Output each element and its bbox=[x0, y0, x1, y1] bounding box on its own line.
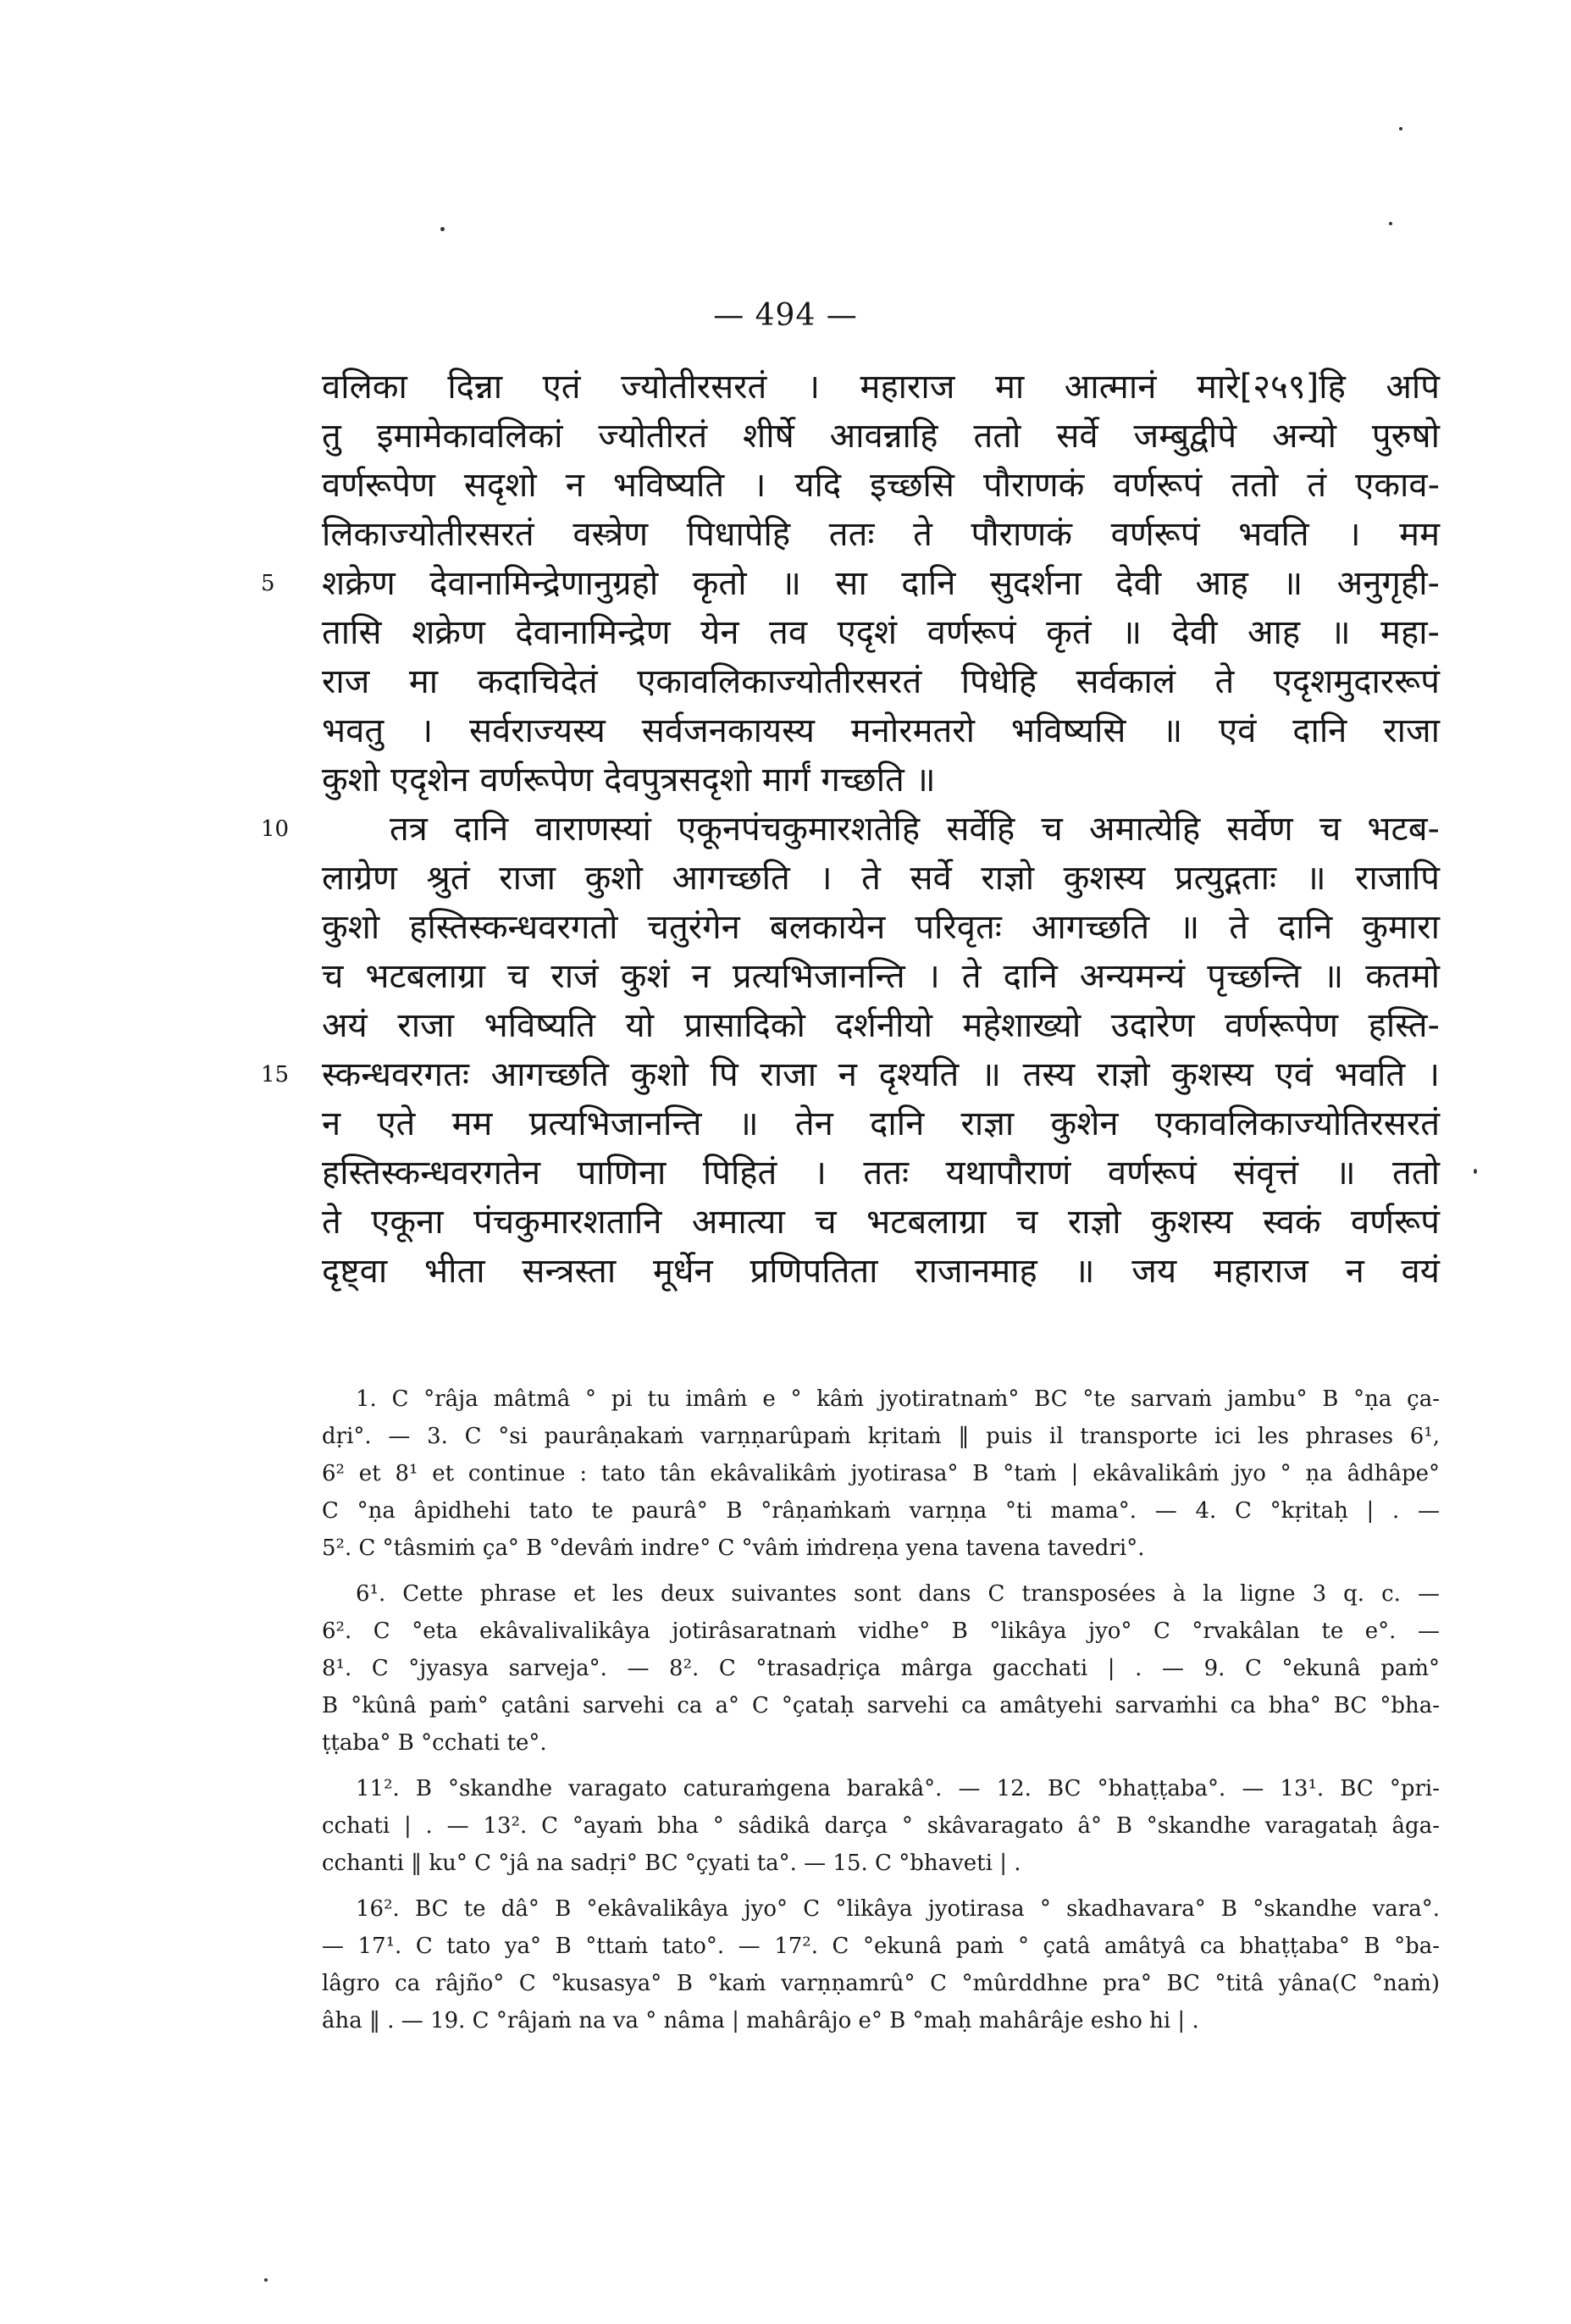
text-line bbox=[322, 1099, 1440, 1148]
text-line bbox=[322, 608, 1440, 657]
main-text-block bbox=[261, 362, 1440, 1296]
scan-speck bbox=[1399, 127, 1402, 130]
text-line-content: शक्रेण देवानामिन्द्रेणानुग्रहो कृतो ॥ सा दानि सुदर्शना देवी आह ॥ अनुगृही- bbox=[322, 564, 1440, 603]
footnote-line: âha ‖ . — 19. C °râjaṁ na va ° nâma | mahârâjo e° B °maḥ mahârâje esho hi | . bbox=[322, 2008, 1199, 2034]
text-line-content: वर्णरूपेण सदृशो न भविष्यति । यदि इच्छसि पौराणकं वर्णरूपं ततो तं एकाव- bbox=[322, 466, 1440, 505]
footnote-line: lâgro ca râjño° C °kusasya° B °kaṁ varṇṇamrû° C °mûrddhne pra° BC °titâ yâna(C °naṁ) bbox=[322, 1971, 1440, 1996]
footnote-line: 6² et 8¹ et continue : tato tân ekâvalikâṁ jyotirasa° B °taṁ | ekâvalikâṁ jyo ° ṇa âdhâpe° bbox=[322, 1461, 1440, 1486]
footnote-line: — 17¹. C tato ya° B °ttaṁ tato°. — 17². C °ekunâ paṁ ° çatâ amâtyâ ca bhaṭṭaba° B °ba- bbox=[322, 1934, 1440, 1959]
text-line bbox=[322, 657, 1440, 706]
text-line-content: कुशो एदृशेन वर्णरूपेण देवपुत्रसदृशो मार्गं गच्छति ॥ bbox=[322, 761, 936, 800]
text-line-content: न एते मम प्रत्यभिजानन्ति ॥ तेन दानि राज्ञा कुशेन एकावलिकाज्योतिरसरतं bbox=[322, 1104, 1440, 1143]
text-line-content: राज मा कदाचिदेतं एकावलिकाज्योतीरसरतं पिधेहि सर्वकालं ते एदृशमुदाररूपं bbox=[322, 662, 1440, 701]
line-number: 5 bbox=[261, 571, 275, 596]
text-line-content: तत्र दानि वाराणस्यां एकूनपंचकुमारशतेहि सर्वेहि च अमात्येहि सर्वेण च भटब- bbox=[390, 810, 1440, 849]
text-line bbox=[322, 952, 1440, 1001]
text-line bbox=[322, 1247, 1440, 1296]
footnote-paragraph bbox=[322, 1770, 1440, 1882]
text-line bbox=[322, 1148, 1440, 1198]
scan-speck bbox=[1474, 1169, 1477, 1174]
footnote-line: 5². C °tâsmiṁ ça° B °devâṁ indre° C °vâṁ iṁdreṇa yena tavena tavedri°. bbox=[322, 1536, 1145, 1561]
footnotes-block bbox=[322, 1381, 1440, 2048]
footnote-line: dṛi°. — 3. C °si paurâṇakaṁ varṇṇarûpaṁ kṛitaṁ ‖ puis il transporte ici les phrases 6¹, bbox=[322, 1424, 1440, 1449]
footnote-line: 11². B °skandhe varagato caturaṁgena barakâ°. — 12. BC °bhaṭṭaba°. — 13¹. BC °pri- bbox=[356, 1776, 1440, 1801]
scan-speck bbox=[440, 227, 445, 231]
footnote-line: 8¹. C °jyasya sarveja°. — 8². C °trasadṛiça mârga gacchati | . — 9. C °ekunâ paṁ° bbox=[322, 1656, 1440, 1681]
text-line-content: तासि शक्रेण देवानामिन्द्रेण येन तव एदृशं वर्णरूपं कृतं ॥ देवी आह ॥ महा- bbox=[322, 613, 1440, 652]
text-line-content: कुशो हस्तिस्कन्धवरगतो चतुरंगेन बलकायेन परिवृतः आगच्छति ॥ ते दानि कुमारा bbox=[322, 908, 1440, 947]
footnote-line: ṭṭaba° B °cchati te°. bbox=[322, 1730, 547, 1756]
footnote-paragraph bbox=[322, 1890, 1440, 2039]
text-line bbox=[322, 755, 1440, 805]
scan-speck bbox=[1389, 222, 1392, 225]
text-line-content: वलिका दिन्ना एतं ज्योतीरसरतं । महाराज मा आत्मानं मारे[२५९]हि अपि bbox=[322, 368, 1440, 407]
text-line bbox=[322, 903, 1440, 952]
text-line-content: लाग्रेण श्रुतं राजा कुशो आगच्छति । ते सर्वे राज्ञो कुशस्य प्रत्युद्गताः ॥ राजापि bbox=[322, 859, 1440, 898]
footnote-line: C °ṇa âpidhehi tato te paurâ° B °râṇaṁkaṁ varṇṇa °ti mama°. — 4. C °kṛitaḥ | . — bbox=[322, 1498, 1440, 1524]
text-line-content: दृष्ट्वा भीता सन्त्रस्ता मूर्धेन प्रणिपतिता राजानमाह ॥ जय महाराज न वयं bbox=[322, 1252, 1440, 1291]
text-line bbox=[322, 412, 1440, 461]
text-line-content: च भटबलाग्रा च राजं कुशं न प्रत्यभिजानन्ति । ते दानि अन्यमन्यं पृच्छन्ति ॥ कतमो bbox=[322, 957, 1440, 996]
footnote-line: cchanti ‖ ku° C °jâ na sadṛi° BC °çyati ta°. — 15. C °bhaveti | . bbox=[322, 1851, 1021, 1876]
footnote-line: 1. C °râja mâtmâ ° pi tu imâṁ e ° kâṁ jyotiratnaṁ° BC °te sarvaṁ jambu° B °ṇa ça- bbox=[356, 1386, 1440, 1412]
footnote-line: 6². C °eta ekâvalivalikâya jotirâsaratnaṁ vidhe° B °likâya jyo° C °rvakâlan te e°. — bbox=[322, 1618, 1440, 1644]
text-line bbox=[322, 706, 1440, 755]
text-line-content: अयं राजा भविष्यति यो प्रासादिको दर्शनीयो महेशाख्यो उदारेण वर्णरूपेण हस्ति- bbox=[322, 1006, 1440, 1045]
text-line bbox=[322, 461, 1440, 510]
text-line-content: ते एकूना पंचकुमारशतानि अमात्या च भटबलाग्रा च राज्ञो कुशस्य स्वकं वर्णरूपं bbox=[322, 1203, 1440, 1242]
text-line-content: हस्तिस्कन्धवरगतेन पाणिना पिहितं । ततः यथापौराणं वर्णरूपं संवृत्तं ॥ ततो bbox=[322, 1154, 1440, 1192]
text-line-content: तु इमामेकावलिकां ज्योतीरतं शीर्षे आवन्नाहि ततो सर्वे जम्बुद्वीपे अन्यो पुरुषो bbox=[322, 417, 1440, 456]
footnote-line: 6¹. Cette phrase et les deux suivantes sont dans C transposées à la ligne 3 q. c. — bbox=[356, 1581, 1440, 1607]
page-number: — 494 — bbox=[713, 298, 858, 333]
text-line bbox=[322, 362, 1440, 412]
text-line bbox=[261, 805, 1440, 854]
footnote-paragraph bbox=[322, 1575, 1440, 1762]
footnote-paragraph bbox=[322, 1381, 1440, 1567]
text-line bbox=[322, 854, 1440, 903]
footnote-line: B °kûnâ paṁ° çatâni sarvehi ca a° C °çataḥ sarvehi ca amâtyehi sarvaṁhi ca bha° BC °bha- bbox=[322, 1693, 1440, 1718]
text-line bbox=[322, 510, 1440, 559]
footnote-line: cchati | . — 13². C °ayaṁ bha ° sâdikâ darça ° skâvaragato â° B °skandhe varagataḥ âga- bbox=[322, 1813, 1440, 1839]
text-line bbox=[261, 1050, 1440, 1099]
text-line bbox=[261, 559, 1440, 608]
text-line-content: लिकाज्योतीरसरतं वस्त्रेण पिधापेहि ततः ते पौराणकं वर्णरूपं भवति । मम bbox=[322, 515, 1440, 554]
scan-speck bbox=[264, 2278, 268, 2282]
text-line-content: स्कन्धवरगतः आगच्छति कुशो पि राजा न दृश्यति ॥ तस्य राज्ञो कुशस्य एवं भवति । bbox=[322, 1055, 1440, 1094]
line-number: 15 bbox=[261, 1062, 290, 1087]
line-number: 10 bbox=[261, 816, 290, 842]
text-line bbox=[322, 1198, 1440, 1247]
text-line bbox=[322, 1001, 1440, 1050]
text-line-content: भवतु । सर्वराज्यस्य सर्वजनकायस्य मनोरमतरो भविष्यसि ॥ एवं दानि राजा bbox=[322, 711, 1440, 750]
footnote-line: 16². BC te dâ° B °ekâvalikâya jyo° C °likâya jyotirasa ° skadhavara° B °skandhe vara°. bbox=[356, 1896, 1440, 1922]
